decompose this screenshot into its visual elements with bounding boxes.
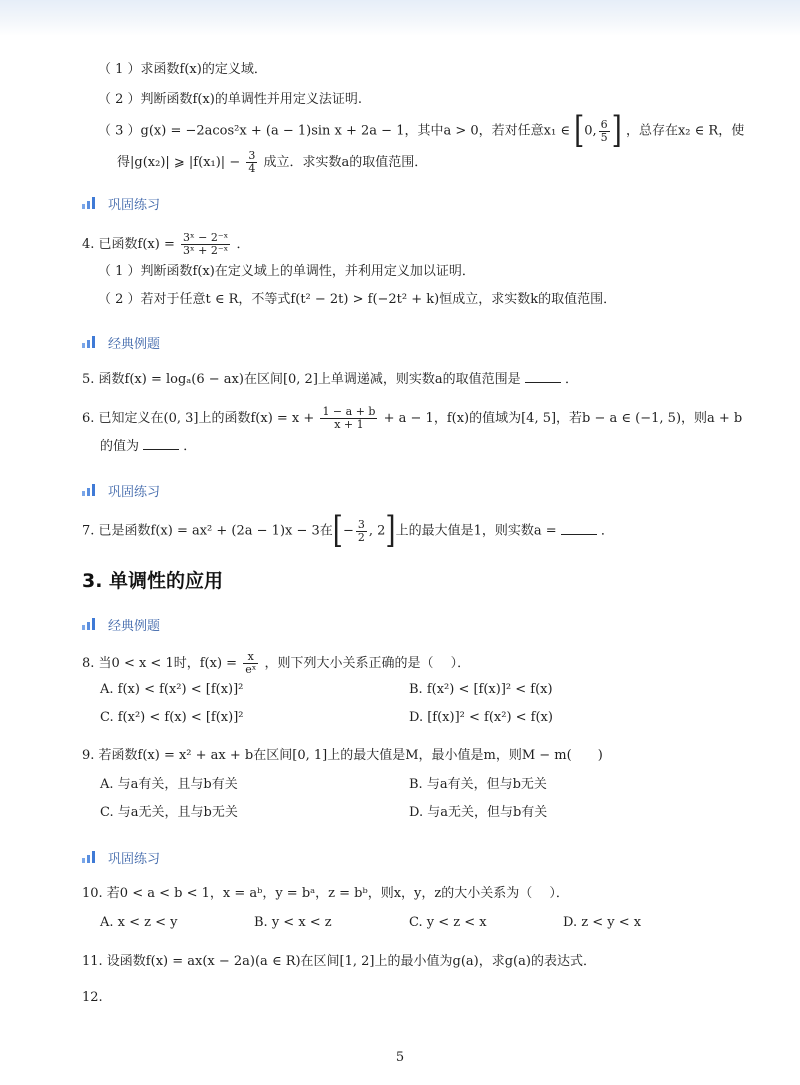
frac-num: x: [243, 651, 258, 664]
answer-blank: [561, 522, 597, 535]
q8-text-b: ，则下列大小关系正确的是（ ）．: [264, 656, 471, 671]
q4-part1: （ 1 ）判断函数f(x)在定义域上的单调性，并利用定义加以证明．: [98, 264, 475, 279]
q8-option-c: C. f(x²) < f(x) < [f(x)]²: [100, 710, 244, 725]
section-label: 巩固练习: [108, 851, 161, 867]
q7: [82, 510, 614, 552]
bracket-left: [: [332, 510, 343, 552]
section-practice-2: [82, 480, 160, 500]
bar-chart-icon: [82, 484, 98, 496]
frac-den: 4: [248, 162, 256, 175]
q9-stem: 9. 若函数f(x) = x² + ax + b在区间[0, 1]上的最大值是M，最小值是m，则M − m( ): [82, 748, 603, 763]
q10-option-b: B. y < x < z: [254, 915, 332, 930]
q3-part3-line1: [98, 110, 745, 152]
q3-part3-text-c1: 得|g(x₂)| ⩾ |f(x₁)| −: [117, 155, 241, 170]
section-label: 巩固练习: [108, 484, 161, 500]
q3-part3-text-a: （ 3 ）g(x) = −2acos²x + (a − 1)sin x + 2a − 1，其中a > 0，若对任意x₁ ∈: [98, 123, 570, 139]
q10-stem: 10. 若0 < a < b < 1，x = aᵇ，y = bᵃ，z = bᵇ，则x，y，z的大小关系为（ ）．: [82, 886, 569, 901]
q4-text-b: ．: [236, 237, 250, 252]
q9-option-c: C. 与a无关，且与b无关: [100, 805, 238, 820]
q10-option-a: A. x < z < y: [100, 915, 178, 930]
q5-text: 5. 函数f(x) = logₐ(6 − ax)在区间[0, 2]上单调递减，则实数a的取值范围是: [82, 372, 521, 387]
section-example-2: [82, 614, 160, 634]
section-label: 巩固练习: [108, 197, 161, 213]
q8-option-a: A. f(x) < f(x²) < [f(x)]²: [100, 682, 244, 697]
q6-end: ．: [183, 439, 197, 454]
frac-num: 6: [600, 117, 608, 131]
q12: 12.: [82, 990, 103, 1005]
frac-num: 1 − a + b: [322, 405, 376, 418]
q4-fraction: [181, 232, 230, 257]
section-label: 经典例题: [108, 336, 161, 352]
q8-fraction: [243, 651, 258, 676]
frac-den: 5: [600, 130, 608, 144]
section-title: 3. 单调性的应用: [82, 570, 224, 592]
q8-text-a: 8. 当0 < x < 1时，f(x) =: [82, 656, 238, 671]
q3-part3-text-b: ，总存在x₂ ∈ R，使: [625, 123, 745, 139]
interval-left: 0,: [584, 123, 597, 139]
q6-text-a: 6. 已知定义在(0, 3]上的函数f(x) = x +: [82, 411, 315, 426]
q5: [82, 370, 578, 390]
answer-blank: [143, 437, 179, 450]
q6-text-b: + a − 1，f(x)的值域为[4, 5]，若b − a ∈ (−1, 5)，则a + b: [383, 411, 743, 426]
q9-option-d: D. 与a无关，但与b有关: [409, 805, 548, 820]
bracket-right: ]: [385, 510, 396, 552]
answer-blank: [525, 370, 561, 383]
q6-fraction: [320, 406, 377, 431]
bar-chart-icon: [82, 197, 98, 209]
top-decoration-band: [0, 0, 800, 36]
frac-den: 3ˣ + 2⁻ˣ: [183, 244, 229, 257]
frac-num: 3: [248, 149, 256, 162]
q6-line1: [82, 406, 742, 431]
q11: 11. 设函数f(x) = ax(x − 2a)(a ∈ R)在区间[1, 2]上的最小值为g(a)，求g(a)的表达式．: [82, 954, 596, 969]
q3-part3-line2: [117, 150, 427, 175]
q9-option-b: B. 与a有关，但与b无关: [409, 777, 547, 792]
q8-option-d: D. [f(x)]² < f(x²) < f(x): [409, 710, 553, 725]
q7-text-b: 上的最大值是1，则实数a =: [395, 523, 557, 539]
q10-option-c: C. y < z < x: [409, 915, 487, 930]
bar-chart-icon: [82, 618, 98, 630]
q4-part2: （ 2 ）若对于任意t ∈ R，不等式f(t² − 2t) > f(−2t² + k)恒成立，求实数k的取值范围．: [98, 292, 617, 307]
q5-end: ．: [564, 372, 578, 387]
interval-right: , 2: [368, 523, 386, 539]
section-practice-1: [82, 193, 160, 213]
q8-option-b: B. f(x²) < [f(x)]² < f(x): [409, 682, 553, 697]
q6-line2: [100, 437, 196, 457]
bracket-left: [: [574, 110, 585, 152]
q6-text-c: 的值为: [100, 439, 140, 454]
frac-den: eˣ: [245, 663, 257, 676]
frac-den: 2: [357, 530, 365, 544]
frac-den: x + 1: [334, 418, 364, 431]
q4-stem: [82, 232, 250, 257]
frac-num: 3ˣ − 2⁻ˣ: [183, 231, 229, 244]
q7-fraction: [356, 519, 367, 544]
minus-sign: −: [342, 523, 354, 539]
fraction-three-quarters: [246, 150, 257, 175]
section-example-1: [82, 332, 160, 352]
fraction-six-fifths: [599, 119, 610, 144]
bar-chart-icon: [82, 851, 98, 863]
q10-option-d: D. z < y < x: [563, 915, 642, 930]
page-number: 5: [395, 1050, 405, 1065]
q3-part2: （ 2 ）判断函数f(x)的单调性并用定义法证明.: [98, 92, 362, 107]
q7-end: ．: [600, 523, 614, 539]
q4-text-a: 4. 已函数f(x) =: [82, 237, 175, 252]
bracket-right: ]: [611, 110, 622, 152]
q7-text-a: 7. 已是函数f(x) = ax² + (2a − 1)x − 3在: [82, 523, 333, 539]
q3-part3-text-c2: 成立．求实数a的取值范围．: [263, 155, 428, 170]
section-practice-3: [82, 847, 160, 867]
bar-chart-icon: [82, 336, 98, 348]
frac-num: 3: [357, 517, 365, 531]
q8-stem: [82, 651, 470, 676]
q3-part1: （ 1 ）求函数f(x)的定义域．: [98, 62, 267, 77]
section-label: 经典例题: [108, 618, 161, 634]
q9-option-a: A. 与a有关，且与b有关: [100, 777, 238, 792]
